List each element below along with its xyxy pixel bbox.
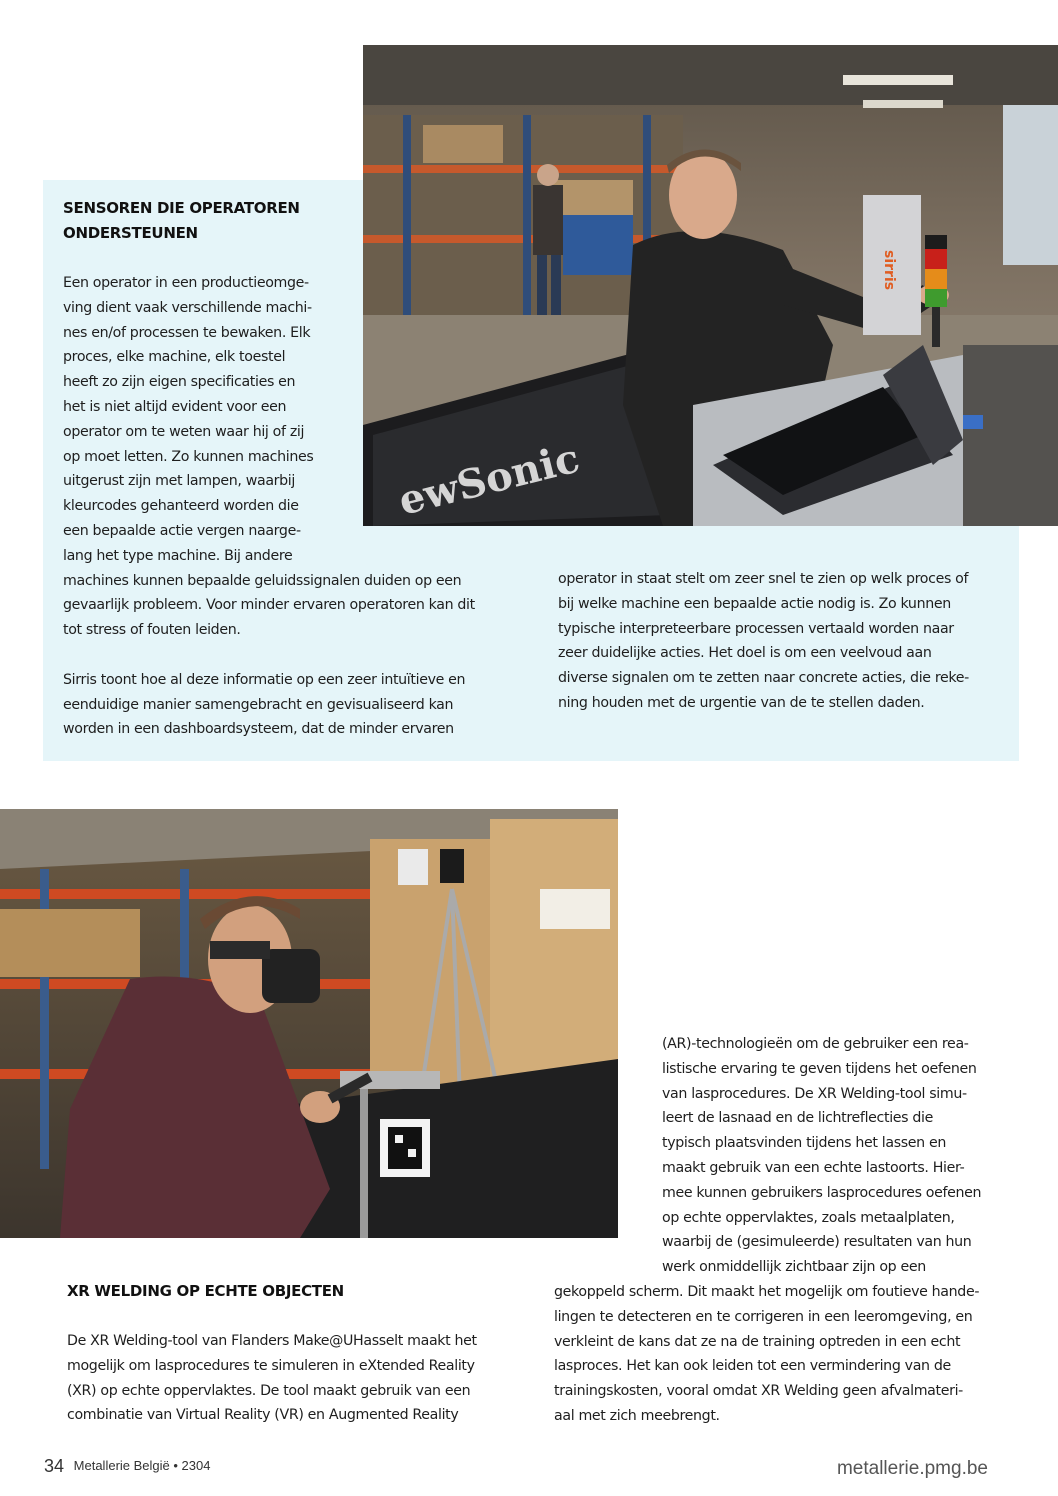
text-line: aal met zich meebrengt. [554,1407,720,1424]
text-line: waarbij de (gesimuleerde) resultaten van hun [662,1234,972,1251]
text-line: op echte oppervlaktes, zoals metaalplaten, [662,1209,955,1226]
section2-heading: XR WELDING OP ECHTE OBJECTEN [67,1282,344,1300]
text-line: worden in een dashboardsysteem, dat de minder ervaren [63,721,454,738]
text-line: operator in staat stelt om zeer snel te zien op welk proces of [558,571,969,587]
text-line: proces, elke machine, elk toestel [63,349,286,366]
text-line: machines kunnen bepaalde geluidssignalen duiden op een [63,572,462,589]
text-line: een bepaalde actie vergen naarge- [63,522,301,539]
text-line: gekoppeld scherm. Dit maakt het mogelijk om foutieve hande- [554,1284,980,1300]
text-line: Een operator in een productieomge- [63,275,309,291]
page-number: 34 [44,1456,65,1476]
text-line: (XR) op echte oppervlaktes. De tool maakt gebruik van een [67,1382,471,1399]
section2-column-right-upper [662,1032,981,1280]
text-line: bij welke machine een bepaalde actie nodig is. Zo kunnen [558,595,951,612]
text-line: Sirris toont hoe al deze informatie op een zeer intuïtieve en [63,671,466,688]
text-line: lang het type machine. Bij andere [63,547,293,564]
text-line: (AR)-technologieën om de gebruiker een rea- [662,1036,969,1052]
text-line: leert de lasnaad en de lichtreflecties die [662,1110,934,1127]
section1-column-left [63,271,475,742]
section1-heading [63,196,300,246]
text-line: ving dient vaak verschillende machi- [63,299,312,316]
footer-publication [44,1456,210,1477]
text-line: nes en/of processen te bewaken. Elk [63,324,311,341]
photo-monitor-brand: ewSonic [394,434,585,525]
text-line: lasproces. Het kan ook leiden tot een vermindering van de [554,1358,951,1375]
photo-xr-welding [0,809,618,1238]
section1-heading-line: ONDERSTEUNEN [63,224,198,242]
text-line: listische ervaring te geven tijdens het oefenen [662,1060,977,1077]
text-line: typische interpreteerbare processen vertaald worden naar [558,620,954,637]
footer-website[interactable]: metallerie.pmg.be [836,1458,988,1479]
publication-name: Metallerie België • 2304 [73,1458,211,1473]
section1-column-right [558,567,969,716]
text-line: tot stress of fouten leiden. [63,622,241,639]
text-line: combinatie van Virtual Reality (VR) en Augmented Reality [67,1407,459,1424]
section1-heading-line: SENSOREN DIE OPERATOREN [63,199,300,217]
text-line: zeer duidelijke acties. Het doel is om een veelvoud aan [558,645,932,662]
text-line: verkleint de kans dat ze na de training optreden in een echt [554,1333,961,1350]
text-line: lingen te detecteren en te corrigeren in een leeromgeving, en [554,1308,973,1325]
photo-box-label: sirris [881,250,897,291]
text-line: diverse signalen om te zetten naar concrete acties, die reke- [558,670,969,687]
text-line: uitgerust zijn met lampen, waarbij [63,473,295,490]
text-line: kleurcodes gehanteerd worden die [63,498,299,515]
text-line: mee kunnen gebruikers lasprocedures oefenen [662,1184,982,1201]
text-line: De XR Welding-tool van Flanders Make@UHasselt maakt het [67,1333,477,1349]
text-line: eenduidige manier samengebracht en gevisualiseerd kan [63,696,454,713]
text-line: operator om te weten waar hij of zij [63,423,305,440]
section2-column-right-lower [554,1280,979,1429]
text-line: het is niet altijd evident voor een [63,398,287,415]
text-line: maakt gebruik van een echte lastoorts. Hier- [662,1159,965,1176]
text-line: trainingskosten, vooral omdat XR Welding geen afvalmateri- [554,1383,963,1400]
text-line: mogelijk om lasprocedures te simuleren in eXtended Reality [67,1357,475,1374]
text-line: gevaarlijk probleem. Voor minder ervaren operatoren kan dit [63,597,475,614]
section2-column-left [67,1329,477,1428]
text-line: ning houden met de urgentie van de te stellen daden. [558,694,925,711]
text-line: op moet letten. Zo kunnen machines [63,448,314,465]
paragraph-gap [63,643,475,668]
text-line: van lasprocedures. De XR Welding-tool simu- [662,1085,967,1102]
text-line: heeft zo zijn eigen specificaties en [63,374,296,391]
text-line: typisch plaatsvinden tijdens het lassen en [662,1135,946,1152]
text-line: werk onmiddellijk zichtbaar zijn op een [662,1259,926,1276]
